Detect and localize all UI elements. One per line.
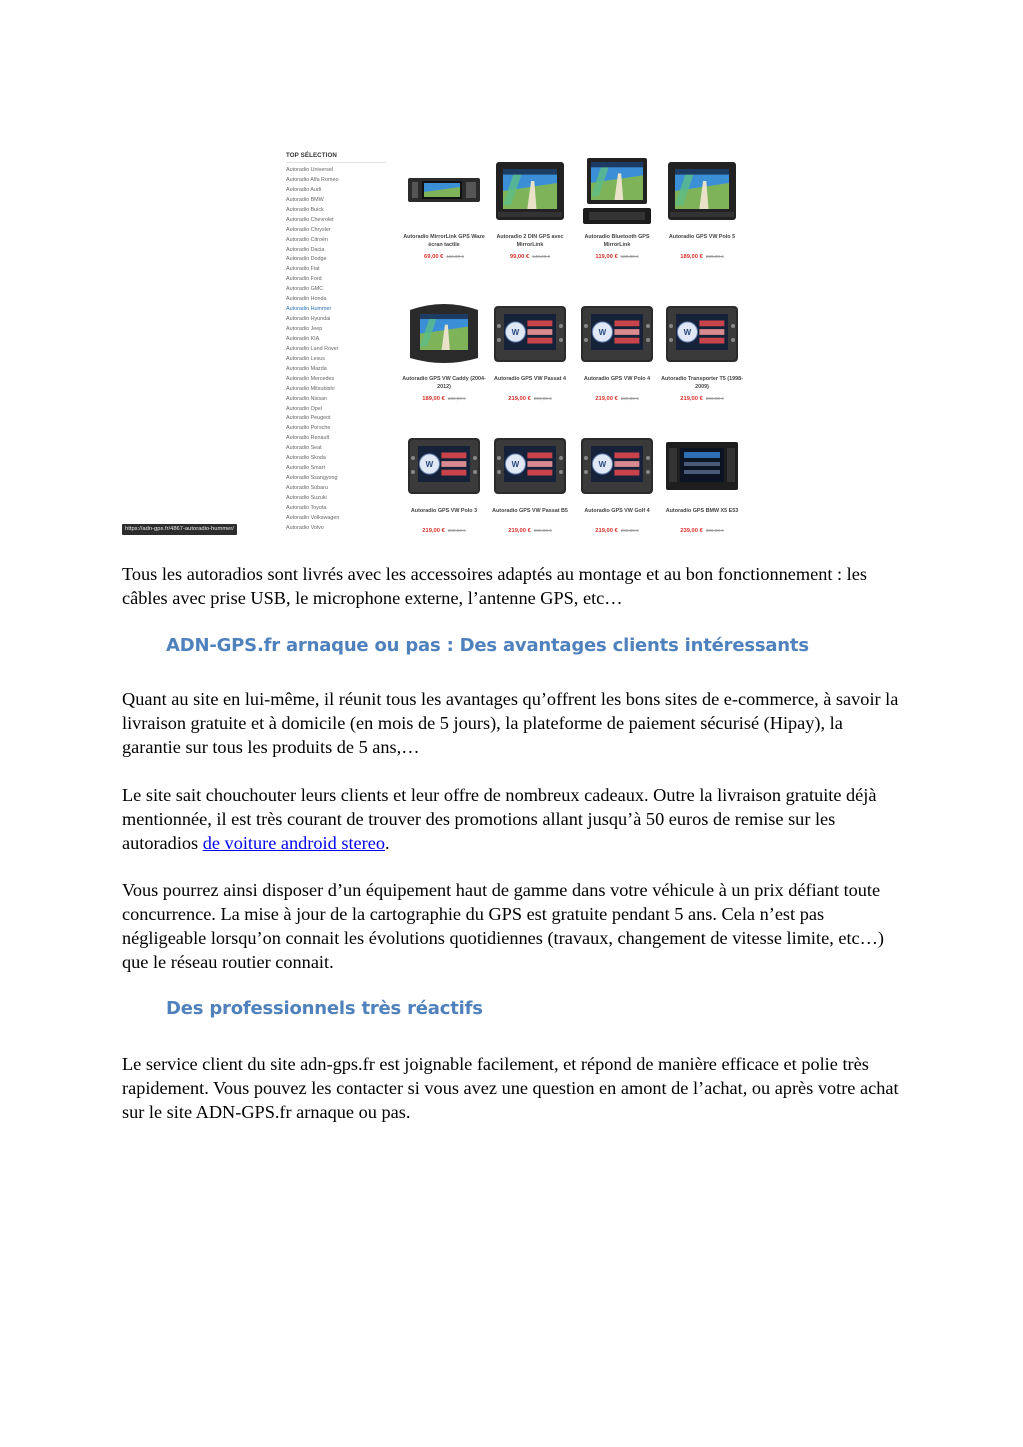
- product-price: [486, 396, 574, 402]
- product-name[interactable]: Autoradio 2 DIN GPS avec MirrorLink: [496, 234, 564, 248]
- product-image[interactable]: [404, 296, 484, 370]
- svg-text:W: W: [511, 328, 520, 337]
- paragraph-equipement: Vous pourrez ainsi disposer d’un équipement haut de gamme dans votre véhicule à un prix défiant toute concurrence. La mise à jour de la cartographie du GPS est gratuite pendant 5 ans. Cela n’est pas négligeable lorsqu’on connait les évolutions quotidiennes (travaux, changement de vitesse limite, etc…) que le réseau routier connait.: [122, 880, 885, 972]
- heading-avantages: ADN-GPS.fr arnaque ou pas : Des avantages clients intéressants: [166, 635, 809, 656]
- sidebar-item[interactable]: Autoradio Nissan: [286, 395, 328, 402]
- sidebar-item[interactable]: Autoradio Volvo: [286, 524, 324, 531]
- current-price: 219,00 €: [680, 396, 703, 402]
- product-price: [486, 528, 574, 534]
- current-price: 219,00 €: [422, 528, 445, 534]
- sidebar-item[interactable]: Autoradio Mazda: [286, 365, 327, 372]
- url-label: https://adn-gps.fr/4867-autoradio-hummer/: [122, 524, 237, 535]
- sidebar-item[interactable]: Autoradio Mercedes: [286, 375, 335, 382]
- current-price: 99,00 €: [509, 254, 530, 260]
- product-name[interactable]: Autoradio MirrorLink GPS Waze écran tactile: [403, 234, 485, 248]
- sidebar-item[interactable]: Autoradio Buick: [286, 206, 324, 213]
- sidebar-item[interactable]: Autoradio Ssangyong: [286, 475, 338, 482]
- sidebar-title: TOP SÉLECTION: [286, 152, 386, 163]
- current-price: 69,00 €: [424, 254, 444, 260]
- sidebar-item[interactable]: Autoradio Audi: [286, 186, 322, 193]
- svg-text:W: W: [598, 328, 607, 337]
- product-name[interactable]: Autoradio GPS VW Passat B5: [492, 508, 568, 514]
- intro-paragraph: Tous les autoradios sont livrés avec les accessoires adaptés au montage et au bon fonctionnement : les câbles avec prise USB, le microphone externe, l’antenne GPS, etc…: [122, 564, 867, 608]
- current-price: 219,00 €: [508, 528, 531, 534]
- sidebar-item[interactable]: Autoradio Land Rover: [286, 345, 339, 352]
- sidebar-item[interactable]: Autoradio Dodge: [286, 256, 327, 263]
- old-price: 289,00 €: [620, 528, 639, 533]
- paragraph-cadeaux: [122, 783, 902, 855]
- current-price: 219,00 €: [595, 396, 618, 402]
- old-price: 239,00 €: [705, 254, 724, 259]
- product-name[interactable]: Autoradio GPS VW Golf 4: [584, 508, 650, 514]
- sidebar-item[interactable]: Autoradio GMC: [286, 286, 324, 293]
- paragraph-ecommerce: Quant au site en lui-même, il réunit tous les avantages qu’offrent les bons sites de e-commerce, à savoir la livraison gratuite et à domicile (en mois de 5 jours), la plateforme de paiement sécurisé (Hipay), la garantie sur tous les produits de 5 ans,…: [122, 689, 899, 757]
- current-price: 189,00 €: [422, 396, 445, 402]
- product-price: [400, 254, 488, 260]
- sidebar-item[interactable]: Autoradio Porsche: [286, 425, 331, 432]
- old-price: 289,00 €: [620, 396, 639, 401]
- sidebar-item[interactable]: Autoradio Dacia: [286, 246, 325, 253]
- product-name[interactable]: Autoradio GPS VW Passat 4: [494, 376, 566, 382]
- product-name[interactable]: Autoradio GPS VW Polo 5: [668, 234, 736, 240]
- product-image[interactable]: [490, 428, 570, 502]
- sidebar-item[interactable]: Autoradio Chevrolet: [286, 216, 334, 223]
- sidebar-item[interactable]: Autoradio Toyota: [286, 504, 327, 511]
- current-price: 189,00 €: [680, 254, 703, 260]
- old-price: 289,00 €: [447, 528, 466, 533]
- sidebar-item[interactable]: Autoradio Citroën: [286, 236, 328, 243]
- product-price: [400, 528, 488, 534]
- product-price: [400, 396, 488, 402]
- current-price: 219,00 €: [595, 528, 618, 534]
- android-stereo-link[interactable]: de voiture android stereo: [202, 833, 385, 853]
- sidebar-item[interactable]: Autoradio Opel: [286, 405, 322, 412]
- current-price: 219,00 €: [508, 396, 531, 402]
- product-price: [486, 254, 574, 260]
- sidebar-item[interactable]: Autoradio Hummer: [286, 306, 332, 313]
- sidebar-item[interactable]: Autoradio Universel: [286, 167, 334, 173]
- old-price: 289,00 €: [705, 396, 724, 401]
- category-sidebar: [286, 152, 390, 534]
- product-image[interactable]: [577, 154, 657, 228]
- sidebar-item[interactable]: Autoradio Ford: [286, 276, 322, 283]
- old-price: 289,00 €: [705, 528, 724, 533]
- old-price: 189,00 €: [620, 254, 639, 259]
- old-price: 119,00 €: [446, 254, 464, 259]
- product-image[interactable]: [577, 296, 657, 370]
- product-image[interactable]: [577, 428, 657, 502]
- sidebar-item[interactable]: Autoradio Jeep: [286, 326, 323, 332]
- sidebar-item[interactable]: Autoradio Hyundai: [286, 316, 331, 323]
- sidebar-item[interactable]: Autoradio Seat: [286, 445, 322, 452]
- svg-text:W: W: [598, 460, 607, 469]
- sidebar-item[interactable]: Autoradio Fiat: [286, 266, 320, 273]
- product-image[interactable]: [404, 154, 484, 228]
- svg-text:W: W: [425, 460, 434, 469]
- old-price: 289,00 €: [533, 396, 552, 401]
- product-image[interactable]: [490, 154, 570, 228]
- sidebar-item[interactable]: Autoradio Alfa Romeo: [286, 176, 339, 183]
- sidebar-item[interactable]: Autoradio Chrysler: [286, 226, 331, 233]
- sidebar-item[interactable]: Autoradio Subaru: [286, 485, 328, 491]
- product-name[interactable]: Autoradio Bluetooth GPS MirrorLink: [584, 234, 650, 248]
- product-price: [658, 396, 744, 402]
- paragraph-service-client: Le service client du site adn-gps.fr est joignable facilement, et répond de manière efficace et polie très rapidement. Vous pouvez les contacter si vous avez une question en amont de l’achat, ou après votre achat sur le site ADN-GPS.fr arnaque ou pas.: [122, 1054, 899, 1122]
- product-name[interactable]: Autoradio GPS VW Polo 3: [410, 508, 478, 514]
- current-price: 239,00 €: [680, 528, 703, 534]
- product-price: [573, 396, 661, 402]
- svg-text:W: W: [511, 460, 520, 469]
- sidebar-item[interactable]: Autoradio Lexus: [286, 355, 325, 362]
- product-image[interactable]: [662, 428, 742, 502]
- product-name[interactable]: Autoradio GPS VW Caddy (2004-2012): [402, 376, 486, 390]
- product-name[interactable]: Autoradio GPS BMW X5 E53: [665, 508, 739, 514]
- sidebar-item[interactable]: Autoradio Mitsubishi: [286, 385, 335, 392]
- paragraph-cadeaux-end: .: [384, 833, 390, 853]
- product-image[interactable]: [662, 154, 742, 228]
- product-image[interactable]: [404, 428, 484, 502]
- old-price: 239,00 €: [447, 396, 466, 401]
- product-price: [573, 254, 661, 260]
- sidebar-item[interactable]: Autoradio Skoda: [286, 455, 326, 462]
- sidebar-item[interactable]: Autoradio Peugeot: [286, 415, 331, 422]
- product-image[interactable]: [662, 296, 742, 370]
- sidebar-item[interactable]: Autoradio BMW: [286, 196, 324, 203]
- svg-text:W: W: [683, 328, 692, 337]
- product-price: [573, 528, 661, 534]
- sidebar-item[interactable]: Autoradio Volkswagen: [286, 514, 340, 521]
- product-name[interactable]: Autoradio Transporter T5 (1998-2009): [661, 376, 743, 390]
- sidebar-list: [286, 166, 390, 534]
- old-price: 149,00 €: [532, 254, 551, 259]
- product-price: [658, 254, 744, 260]
- sidebar-item[interactable]: Autoradio KIA: [286, 335, 320, 342]
- paragraph-cadeaux-text: Le site sait chouchouter leurs clients et leur offre de nombreux cadeaux. Outre la livraison gratuite déjà mentionnée, il est très courant de trouver des promotions allant jusqu’à 50 euros de remise sur les autoradios: [122, 785, 877, 853]
- product-price: [658, 528, 744, 534]
- heading-professionnels: Des professionnels très réactifs: [166, 998, 483, 1019]
- sidebar-item[interactable]: Autoradio Renault: [286, 435, 330, 442]
- product-screenshot: [122, 148, 744, 536]
- sidebar-item[interactable]: Autoradio Suzuki: [286, 494, 327, 501]
- current-price: 119,00 €: [595, 254, 618, 260]
- sidebar-item[interactable]: Autoradio Smart: [286, 465, 325, 472]
- old-price: 289,00 €: [533, 528, 552, 533]
- sidebar-item[interactable]: Autoradio Honda: [286, 296, 327, 303]
- product-image[interactable]: [490, 296, 570, 370]
- product-name[interactable]: Autoradio GPS VW Polo 4: [583, 376, 651, 382]
